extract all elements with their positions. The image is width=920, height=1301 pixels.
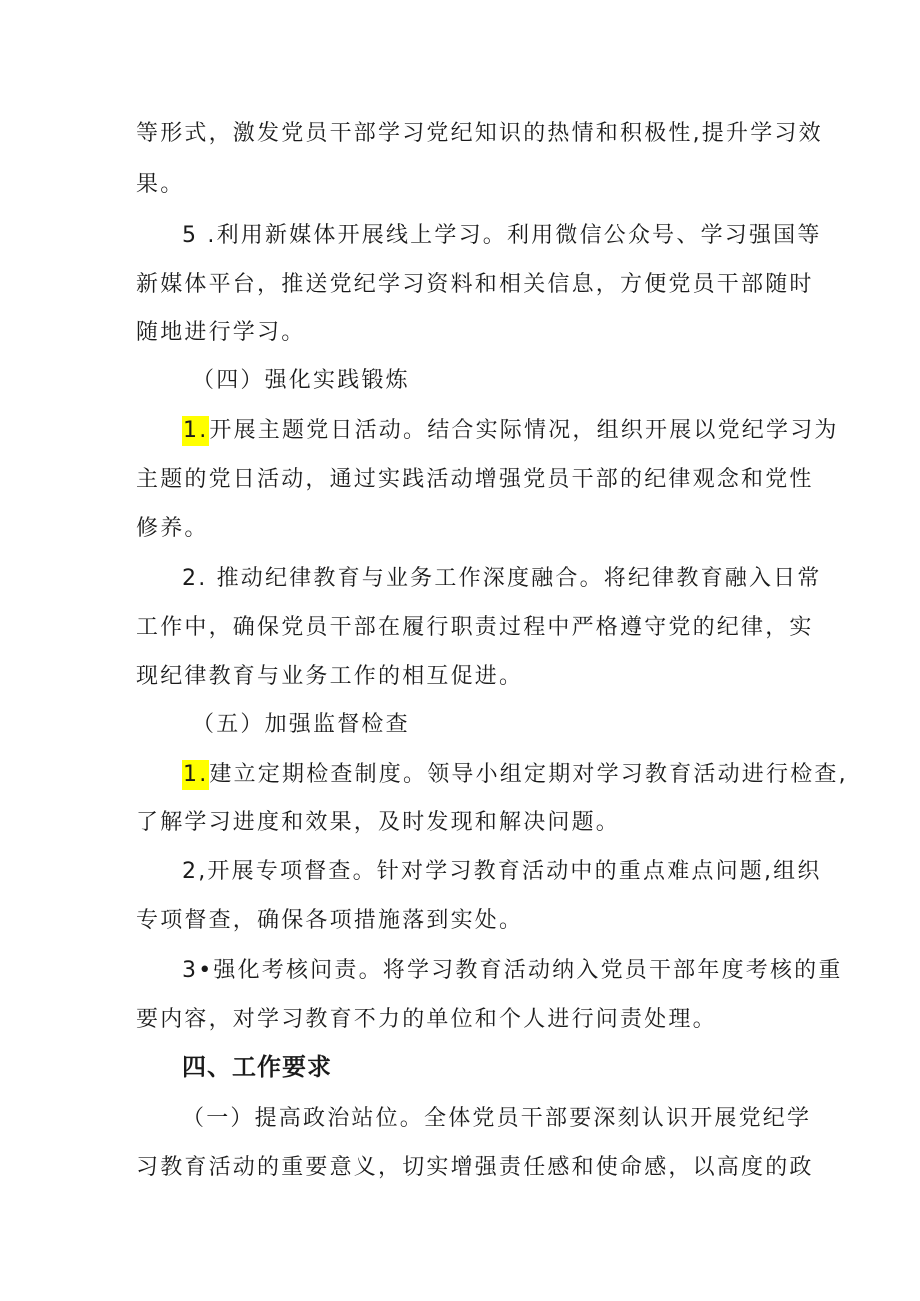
highlighted-marker: 1. xyxy=(182,760,209,790)
list-item-line xyxy=(182,416,839,446)
section-heading: 四、工作要求 xyxy=(182,1053,332,1081)
paragraph-line: 工作中，确保党员干部在履行职责过程中严格遵守党的纪律，实 xyxy=(136,615,814,640)
paragraph-line: 新媒体平台，推送党纪学习资料和相关信息，方便党员干部随时 xyxy=(136,272,814,297)
paragraph-line: 修养。 xyxy=(136,516,209,541)
list-item-text: 建立定期检查制度。领导小组定期对学习教育活动进行检查, xyxy=(209,762,848,787)
paragraph-line: 主题的党日活动，通过实践活动增强党员干部的纪律观念和党性 xyxy=(136,467,814,492)
paragraph-line: 要内容，对学习教育不力的单位和个人进行问责处理。 xyxy=(136,1007,717,1032)
section-subheading: （五）加强监督检查 xyxy=(192,712,410,737)
paragraph-line: 随地进行学习。 xyxy=(136,320,306,345)
list-item-line: 2,开展专项督查。针对学习教育活动中的重点难点问题,组织 xyxy=(182,859,822,884)
list-item-line xyxy=(182,760,848,790)
list-item-line: 2. 推动纪律教育与业务工作深度融合。将纪律教育融入日常 xyxy=(182,566,822,591)
paragraph-line: 果。 xyxy=(136,172,185,197)
highlighted-marker: 1. xyxy=(182,416,209,446)
list-item-line: 5 .利用新媒体开展线上学习。利用微信公众号、学习强国等 xyxy=(182,223,822,248)
paragraph-line: （一）提高政治站位。全体党员干部要深刻认识开展党纪学 xyxy=(182,1106,812,1131)
paragraph-line: 专项督查，确保各项措施落到实处。 xyxy=(136,908,524,933)
paragraph-line: 现纪律教育与业务工作的相互促进。 xyxy=(136,664,524,689)
list-item-text: 开展主题党日活动。结合实际情况，组织开展以党纪学习为 xyxy=(209,418,839,443)
section-subheading: （四）强化实践锻炼 xyxy=(192,368,410,393)
paragraph-line: 习教育活动的重要意义，切实增强责任感和使命感，以高度的政 xyxy=(136,1155,814,1180)
paragraph-line: 等形式，激发党员干部学习党纪知识的热情和积极性,提升学习效 xyxy=(136,121,823,146)
paragraph-line: 了解学习进度和效果，及时发现和解决问题。 xyxy=(136,810,621,835)
list-item-line: 3•强化考核问责。将学习教育活动纳入党员干部年度考核的重 xyxy=(182,958,843,983)
